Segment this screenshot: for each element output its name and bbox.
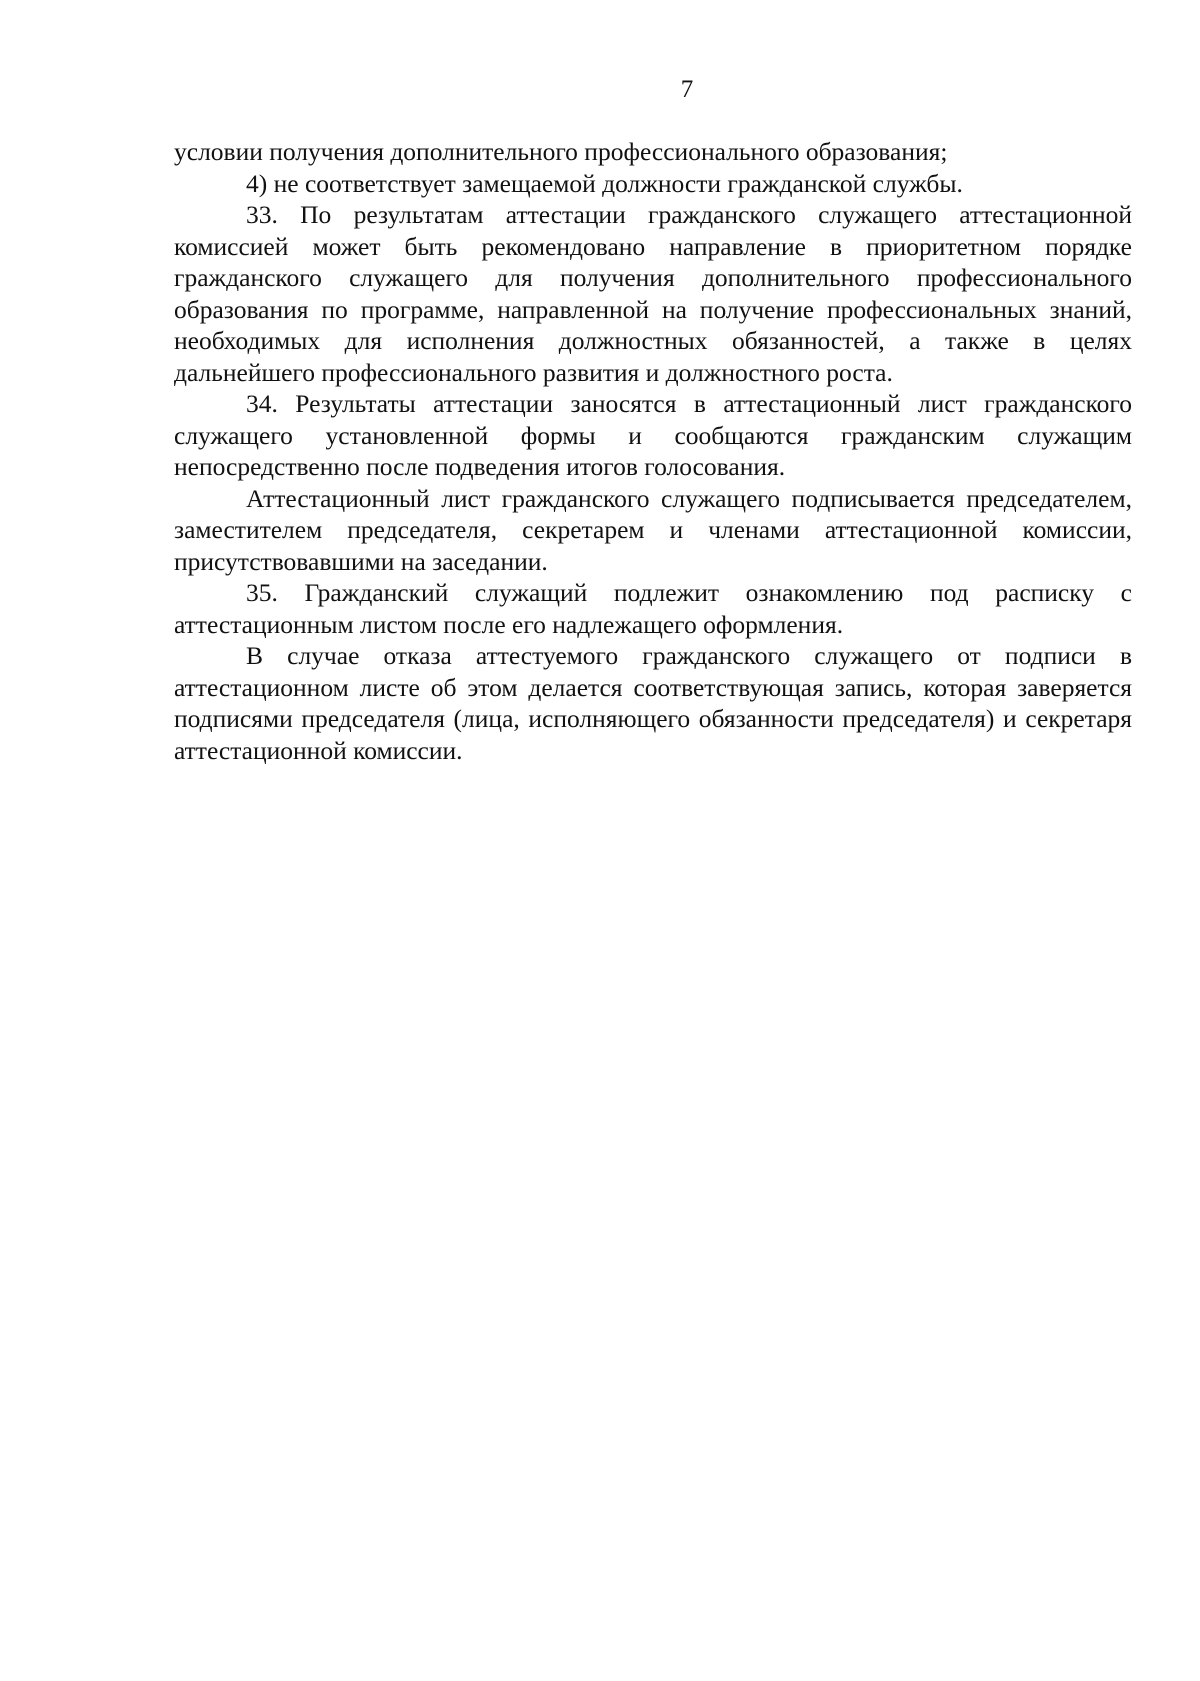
paragraph-continuation: условии получения дополнительного профессионального образования;	[174, 137, 948, 166]
document-body	[174, 136, 1132, 766]
paragraph-attestation-sheet: Аттестационный лист гражданского служащего подписывается председателем, заместителем председателя, секретарем и членами аттестационной комиссии, присутствовавшими на заседании.	[174, 483, 1132, 576]
page-number: 7	[680, 76, 694, 103]
paragraph-item-4: 4) не соответствует замещаемой должности гражданской службы.	[246, 168, 963, 198]
paragraph-33: 33. По результатам аттестации гражданского служащего аттестационной комиссией может быть рекомендовано направление в приоритетном порядке гражданского служащего для получения дополнительного профессионального образования по программе, направленной на получение профессиональных знаний, необходимых для исполнения должностных обязанностей, а также в целях дальнейшего профессионального развития и должностного роста.	[174, 200, 1132, 387]
paragraph-34: 34. Результаты аттестации заносятся в аттестационный лист гражданского служащего установленной формы и сообщаются гражданским служащим непосредственно после подведения итогов голосования.	[174, 389, 1132, 481]
paragraph-35: 35. Гражданский служащий подлежит ознакомлению под расписку с аттестационным листом после его надлежащего оформления.	[174, 578, 1132, 639]
paragraph-refusal: В случае отказа аттестуемого гражданского служащего от подписи в аттестационном листе об этом делается соответствующая запись, которая заверяется подписями председателя (лица, исполняющего обязанности председателя) и секретаря аттестационной комиссии.	[174, 641, 1132, 765]
